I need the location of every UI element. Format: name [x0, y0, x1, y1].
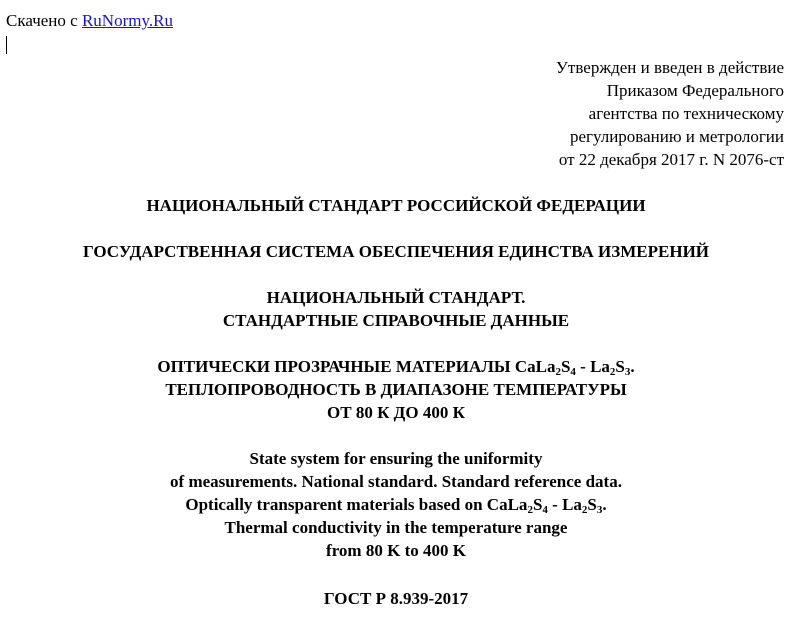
en-title-line-1: State system for ensuring the uniformity — [249, 449, 543, 468]
approval-line: Приказом Федерального — [606, 81, 784, 100]
state-system-heading — [0, 240, 792, 263]
runormy-link[interactable]: RuNormy.Ru — [81, 11, 173, 30]
ru-title-line-3: ОТ 80 К ДО 400 К — [327, 403, 465, 422]
gost-text: ГОСТ Р 8.939-2017 — [323, 589, 469, 608]
national-standard-heading — [0, 286, 792, 332]
download-prefix: Скачено с — [6, 11, 82, 30]
ru-title-line-2: ТЕПЛОПРОВОДНОСТЬ В ДИАПАЗОНЕ ТЕМПЕРАТУРЫ — [165, 380, 627, 399]
heading-line: НАЦИОНАЛЬНЫЙ СТАНДАРТ. — [266, 288, 526, 307]
en-title-line-4: Thermal conductivity in the temperature range — [224, 518, 568, 537]
approval-line: Утвержден и введен в действие — [555, 58, 784, 77]
heading-line: СТАНДАРТНЫЕ СПРАВОЧНЫЕ ДАННЫЕ — [222, 311, 570, 330]
download-source — [6, 10, 173, 32]
approval-line: от 22 декабря 2017 г. N 2076-ст — [558, 150, 784, 169]
approval-line: агентства по техническому — [588, 104, 784, 123]
heading-text: ГОСУДАРСТВЕННАЯ СИСТЕМА ОБЕСПЕЧЕНИЯ ЕДИНСТВА ИЗМЕРЕНИЙ — [82, 242, 710, 261]
approval-block — [364, 56, 784, 171]
gost-number — [0, 587, 792, 610]
en-title-line-5: from 80 K to 400 K — [326, 541, 466, 560]
russian-title — [0, 355, 792, 424]
heading-text: НАЦИОНАЛЬНЫЙ СТАНДАРТ РОССИЙСКОЙ ФЕДЕРАЦИИ — [146, 196, 646, 215]
ru-title-line-1: ОПТИЧЕСКИ ПРОЗРАЧНЫЕ МАТЕРИАЛЫ $CaLa_2S_4 - La_2S_3$. — [157, 357, 635, 378]
english-title — [0, 447, 792, 562]
national-standard-rf-heading — [0, 194, 792, 217]
en-title-line-2: of measurements. National standard. Standard reference data. — [170, 472, 622, 491]
approval-line: регулированию и метрологии — [569, 127, 784, 146]
en-title-line-3: Optically transparent materials based on $CaLa_2S_4 - La_2S_3$. — [185, 495, 607, 516]
text-cursor — [6, 36, 7, 54]
